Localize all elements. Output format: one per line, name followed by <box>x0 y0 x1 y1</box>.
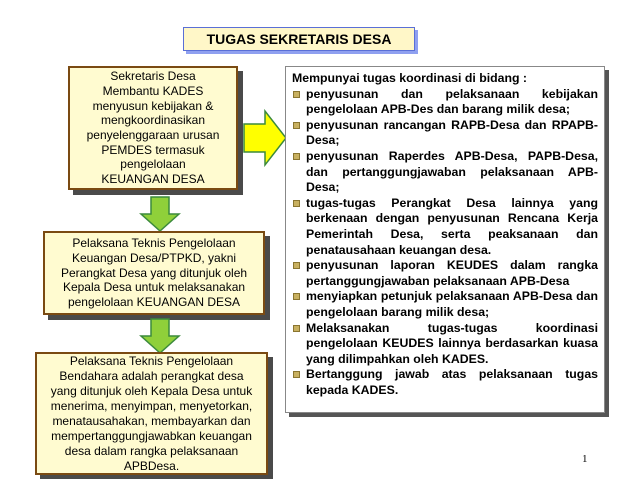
box-line: Keuangan Desa/PTPKD, yakni <box>71 250 237 265</box>
ptpkd-box <box>43 231 265 315</box>
square-bullet-icon <box>293 293 300 300</box>
list-item <box>292 118 598 149</box>
square-bullet-icon <box>293 325 300 332</box>
list-item <box>292 196 598 258</box>
box-line: menatausahakan, membayarkan dan <box>52 413 251 428</box>
list-item-text: penyusunan rancangan RAPB-Desa dan RPAPB-Desa; <box>306 117 598 148</box>
square-bullet-icon <box>293 200 300 207</box>
list-item <box>292 258 598 289</box>
square-bullet-icon <box>293 153 300 160</box>
box-line: Sekretaris Desa <box>110 69 196 84</box>
list-item <box>292 87 598 118</box>
square-bullet-icon <box>293 91 300 98</box>
box-line: APBDesa. <box>123 458 180 473</box>
list-item-text: tugas-tugas Perangkat Desa lainnya yang berkenaan dengan penyusunan Rencana Kerja Pemerintah Desa, serta peaksanaan dan penatausahaan keuangan desa. <box>306 195 598 257</box>
list-item <box>292 321 598 368</box>
box-line: menerima, menyimpan, menyetorkan, <box>50 398 253 413</box>
box-line: penyelenggaraan urusan <box>86 128 220 142</box>
square-bullet-icon <box>293 371 300 378</box>
bendahara-box <box>35 352 268 475</box>
box-line: pengelolaan <box>120 157 186 172</box>
box-line: mengkoordinasikan <box>100 113 206 128</box>
down-arrow-icon <box>140 196 180 232</box>
list-item-text: penyusunan dan pelaksanaan kebijakan pengelolaan APB-Des dan barang milik desa; <box>306 86 598 117</box>
box-line: pengelolaan KEUANGAN DESA <box>67 295 241 310</box>
panel-intro: Mempunyai tugas koordinasi di bidang : <box>292 71 528 85</box>
box-line: Pelaksana Teknis Pengelolaan <box>72 236 236 251</box>
task-list <box>292 87 598 399</box>
box-line: Bendahara adalah perangkat desa <box>59 368 244 383</box>
box-line: desa dalam rangka pelaksanaan <box>64 443 239 458</box>
page-number: 1 <box>582 453 588 465</box>
box-line: Perangkat Desa yang ditunjuk oleh <box>60 265 248 280</box>
list-item <box>292 367 598 398</box>
list-item-text: penyusunan laporan KEUDES dalam rangka pertanggungjawaban pelaksanaan APB-Desa <box>306 258 598 288</box>
list-item-text: Melaksanakan tugas-tugas koordinasi pengelolaan KEUDES lainnya berdasarkan kuasa yang dilimpahkan oleh KADES. <box>306 320 598 366</box>
box-line: Kepala Desa untuk melaksanakan <box>62 280 246 295</box>
box-line: KEUANGAN DESA <box>101 172 205 187</box>
list-item-text: penyusunan Raperdes APB-Desa, PAPB-Desa, dan pertanggungjawaban pelaksanaan APB-Desa; <box>306 148 598 195</box>
box-line: Membantu KADES <box>102 83 204 98</box>
box-line: mempertanggungjawabkan keuangan <box>51 428 252 443</box>
box-line: menyusun kebijakan & <box>92 98 214 113</box>
list-item <box>292 149 598 196</box>
slide-title: TUGAS SEKRETARIS DESA <box>183 27 415 51</box>
box-line: yang ditunjuk oleh Kepala Desa untuk <box>50 383 253 398</box>
down-arrow-icon <box>140 318 180 354</box>
list-item-text: Bertanggung jawab atas pelaksanaan tugas kepada KADES. <box>306 367 598 397</box>
box-line: PEMDES termasuk <box>101 142 205 157</box>
list-item-text: menyiapkan petunjuk pelaksanaan APB-Desa dan pengelolaan barang milik desa; <box>306 289 598 319</box>
list-item <box>292 289 598 320</box>
right-arrow-icon <box>243 110 287 166</box>
box-line: Pelaksana Teknis Pengelolaan <box>69 353 234 368</box>
square-bullet-icon <box>293 122 300 129</box>
sekretaris-desa-box <box>68 66 238 190</box>
tugas-koordinasi-panel <box>285 66 605 413</box>
square-bullet-icon <box>293 262 300 269</box>
